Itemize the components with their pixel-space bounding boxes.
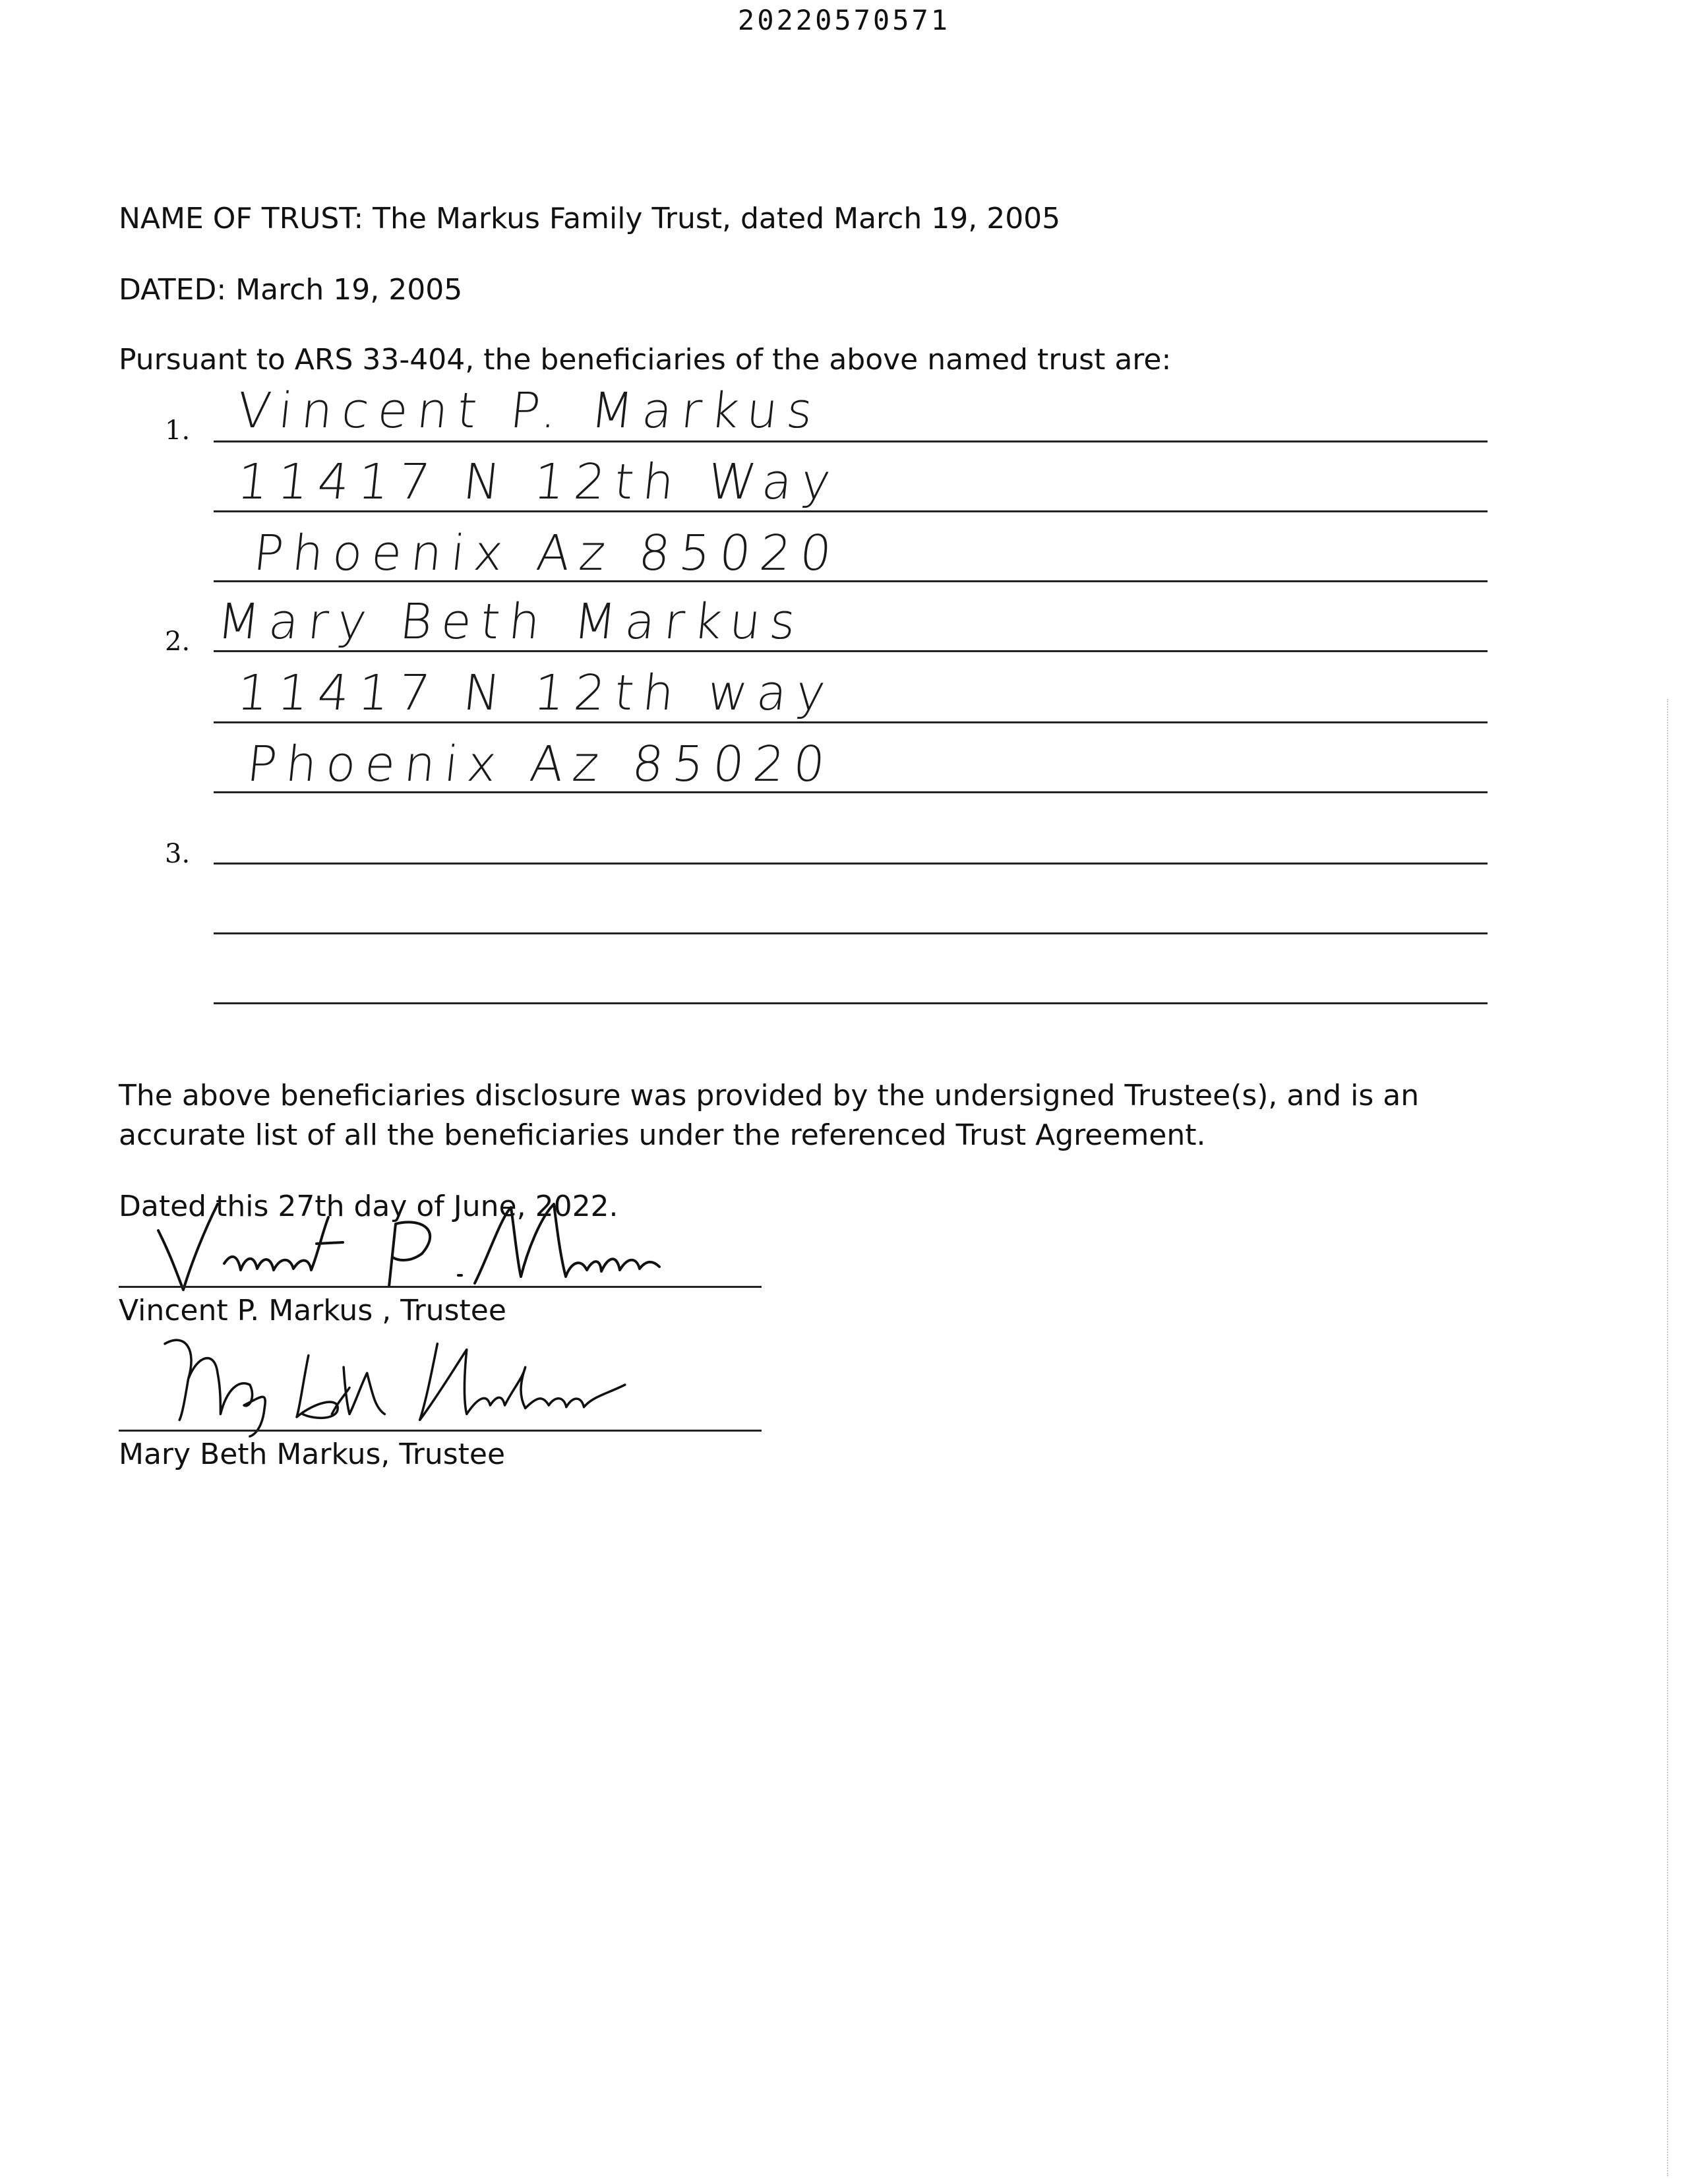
scan-edge-mark bbox=[1667, 699, 1668, 2176]
signature-line-vincent bbox=[119, 1286, 762, 1288]
beneficiary-1-street: 11417 N 12th Way bbox=[234, 454, 843, 510]
beneficiary-2-line-2 bbox=[214, 721, 1488, 723]
trustee-label-mary-beth: Mary Beth Markus, Trustee bbox=[119, 1438, 506, 1471]
signature-line-mary-beth bbox=[119, 1430, 762, 1432]
trust-dated-line: DATED: March 19, 2005 bbox=[119, 273, 463, 307]
beneficiary-1-line-3 bbox=[214, 580, 1488, 582]
beneficiary-2-line-1 bbox=[214, 650, 1488, 652]
dated-this-line: Dated this 27th day of June, 2022. bbox=[119, 1190, 618, 1223]
trust-name-line: NAME OF TRUST: The Markus Family Trust, dated March 19, 2005 bbox=[119, 202, 1061, 235]
document-number: 20220570571 bbox=[737, 4, 951, 36]
beneficiary-3-line-1 bbox=[214, 863, 1488, 864]
beneficiary-1-name: Vincent P. Markus bbox=[234, 382, 825, 439]
beneficiary-2-street: 11417 N 12th way bbox=[234, 665, 837, 721]
trustee-label-vincent: Vincent P. Markus , Trustee bbox=[119, 1294, 506, 1327]
signature-mary-beth bbox=[132, 1332, 673, 1438]
beneficiary-3-number: 3. bbox=[165, 839, 191, 869]
disclosure-statement: The above beneficiaries disclosure was provided by the undersigned Trustee(s), and is an accurate list of all the beneficiaries under the referenced Trust Agreement. bbox=[119, 1079, 1420, 1152]
beneficiary-2-name: Mary Beth Markus bbox=[214, 593, 808, 650]
pursuant-statement: Pursuant to ARS 33-404, the beneficiaries of the above named trust are: bbox=[119, 343, 1172, 377]
beneficiary-1-number: 1. bbox=[165, 415, 191, 446]
beneficiary-2-city: Phoenix Az 85020 bbox=[244, 736, 837, 793]
beneficiary-2-line-3 bbox=[214, 791, 1488, 793]
beneficiary-1-city: Phoenix Az 85020 bbox=[251, 525, 844, 582]
beneficiary-1-line-2 bbox=[214, 510, 1488, 512]
beneficiary-2-number: 2. bbox=[165, 626, 191, 657]
beneficiary-3-line-2 bbox=[214, 932, 1488, 934]
beneficiary-3-line-3 bbox=[214, 1002, 1488, 1004]
signature-vincent bbox=[132, 1191, 673, 1296]
beneficiary-1-line-1 bbox=[214, 440, 1488, 442]
